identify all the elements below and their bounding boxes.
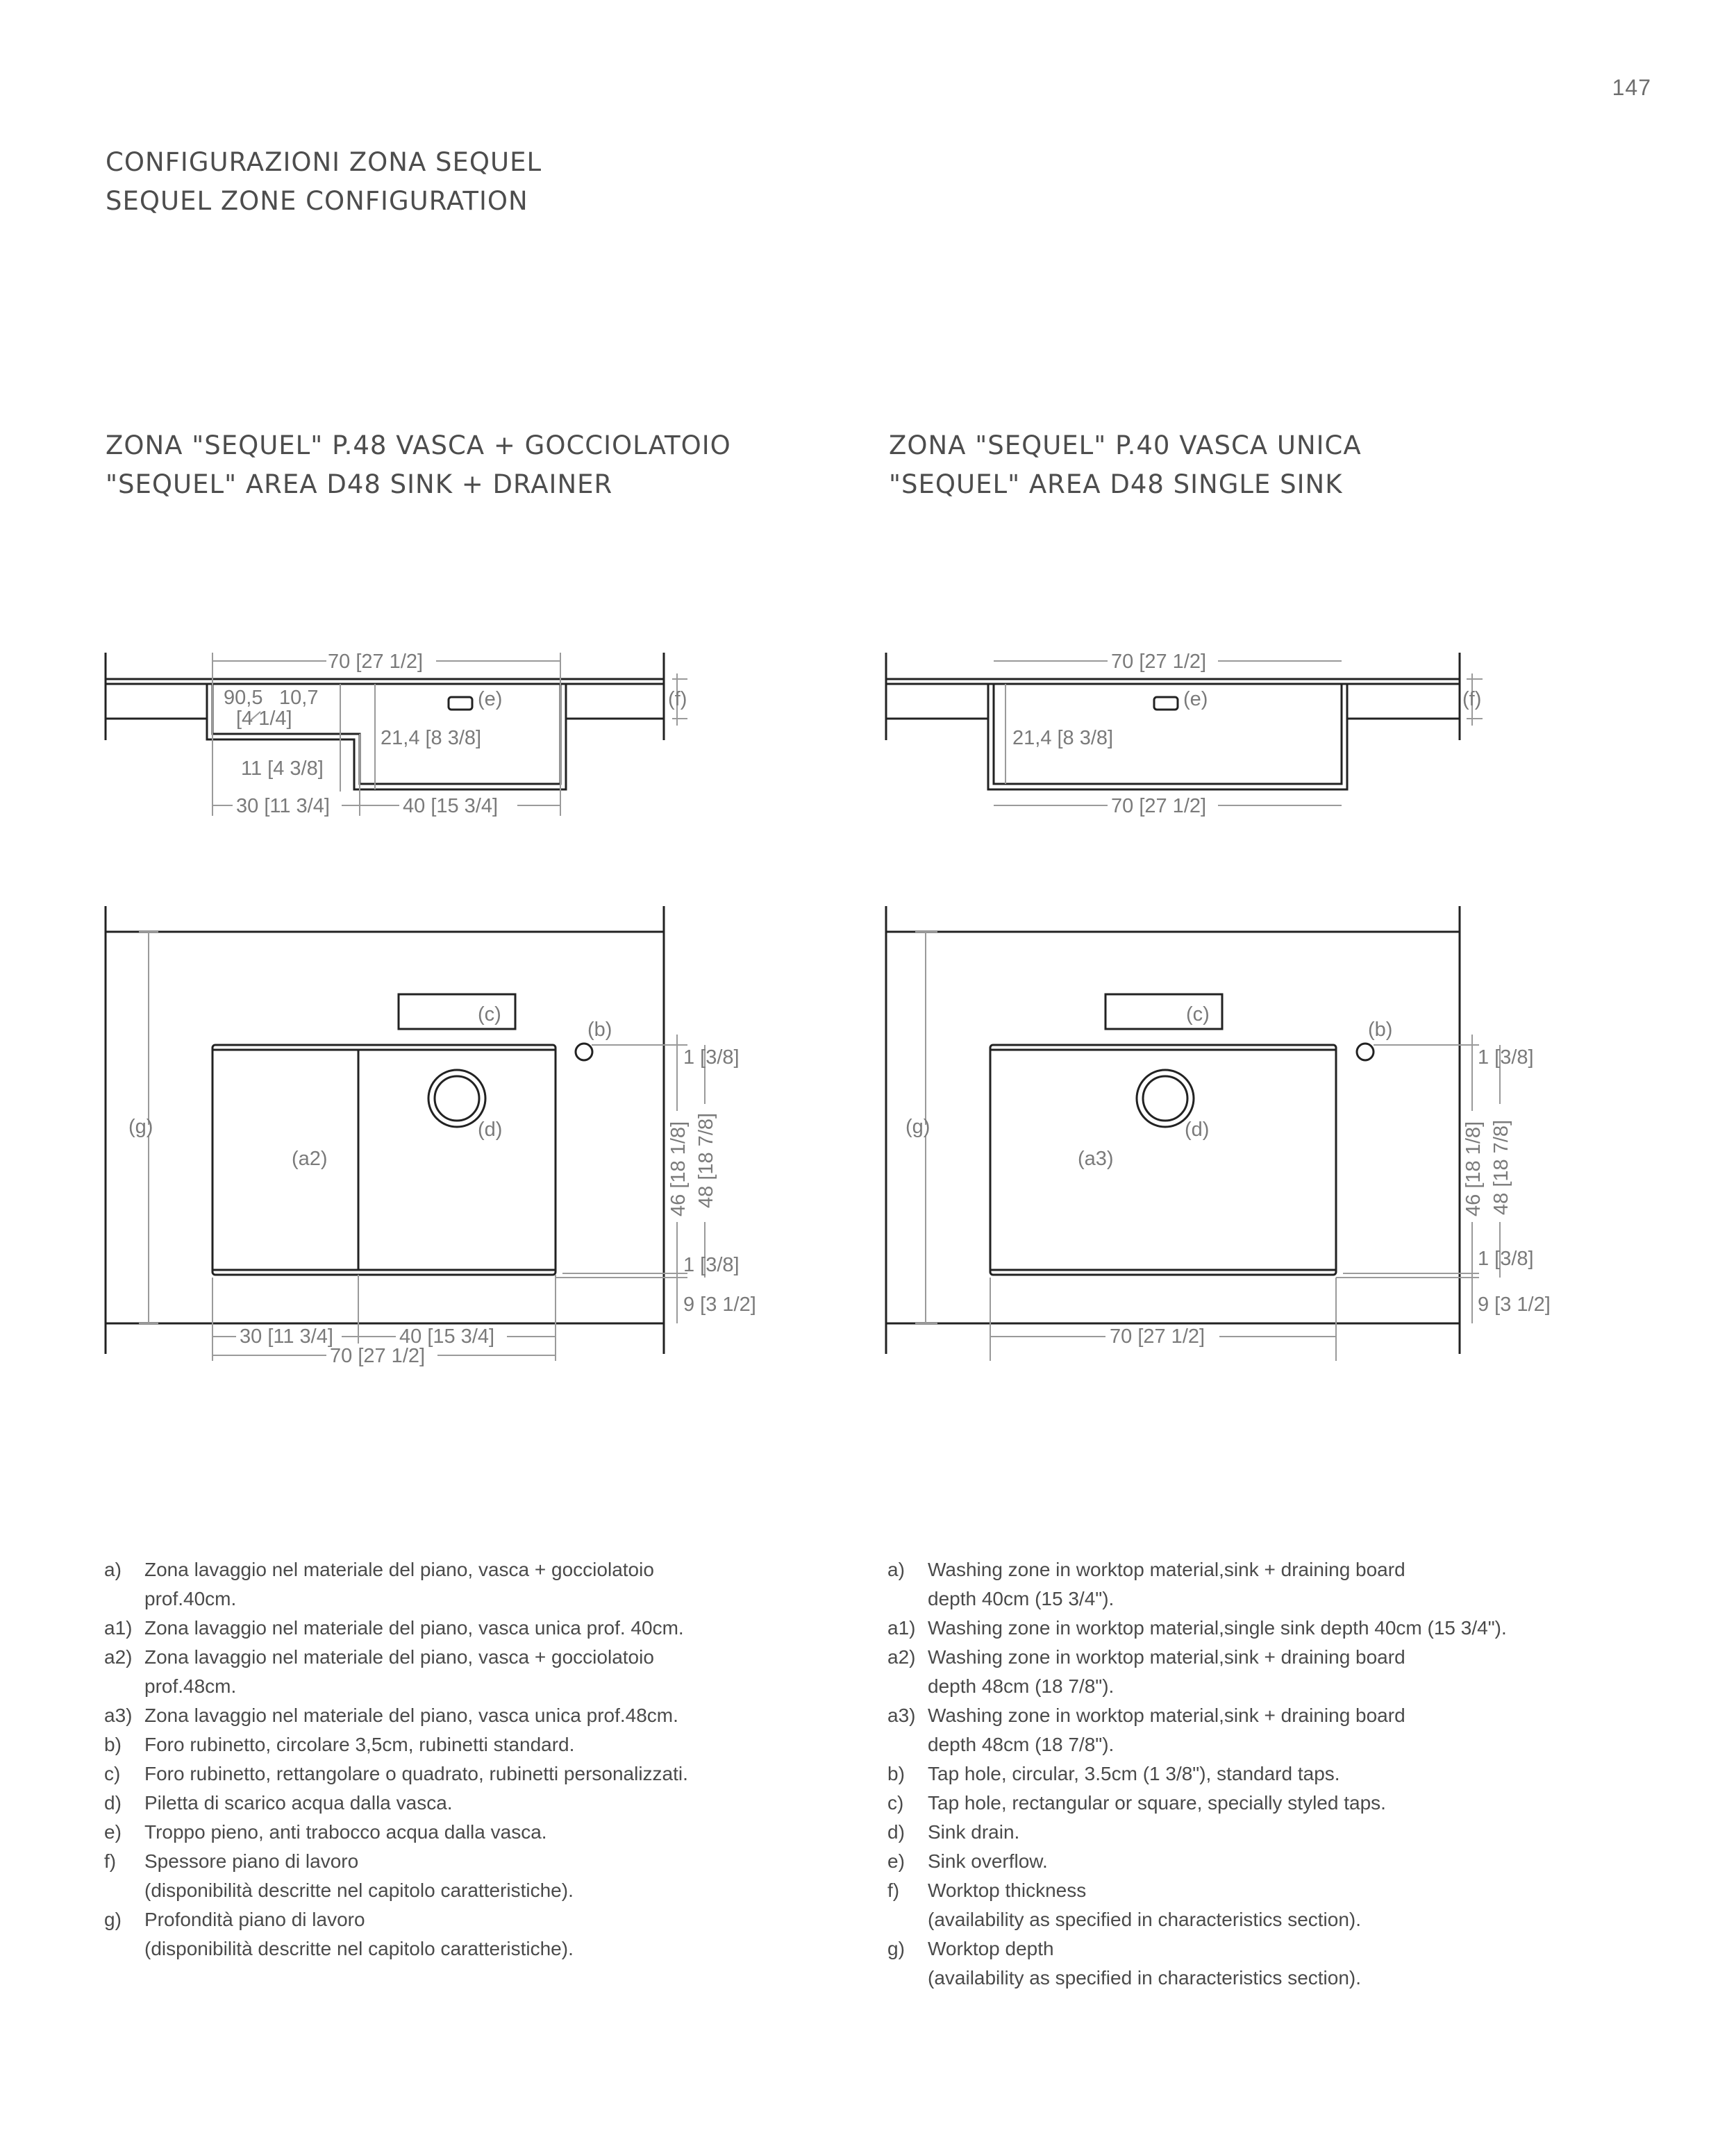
right-plan-width-total: 70 [27 1/2]: [1110, 1325, 1205, 1348]
legend-item: [104, 1730, 854, 1759]
left-section-width-b: 40 [15 3/4]: [403, 795, 499, 817]
left-plan-tap-round-label: (b): [587, 1019, 612, 1041]
legend-key: a2): [887, 1646, 916, 1668]
legend-line: Sink overflow.: [928, 1850, 1048, 1872]
page-number: 147: [1612, 75, 1651, 100]
legend-line: Worktop depth: [928, 1938, 1054, 1959]
legend-item: [104, 1905, 854, 1964]
left-plan-zone-label: (a2): [292, 1148, 328, 1170]
left-heading-english: "SEQUEL" AREA D48 SINK + DRAINER: [106, 469, 613, 499]
legend-key: e): [104, 1821, 122, 1843]
legend-key: a3): [104, 1705, 133, 1726]
left-section-thickness-label: (f): [668, 688, 687, 710]
legend-line: Washing zone in worktop material,sink + draining board: [928, 1705, 1405, 1726]
legend-line: prof.48cm.: [144, 1675, 237, 1697]
legend-key: c): [887, 1792, 904, 1814]
legend-key: a3): [887, 1705, 916, 1726]
legend-text: [928, 1759, 1665, 1789]
left-cross-section: [106, 651, 687, 817]
legend-line: Piletta di scarico acqua dalla vasca.: [144, 1792, 453, 1814]
legend-key: b): [104, 1734, 122, 1755]
legend-line: Spessore piano di lavoro: [144, 1850, 359, 1872]
right-plan-tap-round-label: (b): [1368, 1019, 1393, 1041]
legend-line: Worktop thickness: [928, 1880, 1087, 1901]
legend-item: [887, 1701, 1665, 1759]
title-english: SEQUEL ZONE CONFIGURATION: [106, 186, 528, 216]
left-section-drainer-depth: 11 [4 3/8]: [241, 758, 324, 780]
legend-key: a1): [104, 1617, 133, 1639]
legend-line: Zona lavaggio nel materiale del piano, vasca + gocciolatoio: [144, 1559, 654, 1580]
legend-text: [144, 1643, 854, 1701]
legend-line: Foro rubinetto, rettangolare o quadrato, rubinetti personalizzati.: [144, 1763, 688, 1784]
right-cross-section: [886, 651, 1483, 817]
left-section-drainer-c: [4 1/4]: [236, 708, 292, 730]
legend-text: [144, 1847, 854, 1905]
legend-item: [104, 1818, 854, 1847]
legend-line: Zona lavaggio nel materiale del piano, vasca unica prof.48cm.: [144, 1705, 678, 1726]
left-plan-dim-bottom: 1 [3/8]: [683, 1254, 740, 1276]
right-section-sink-depth: 21,4 [8 3/8]: [1012, 727, 1114, 749]
right-plan-dim-outer: 48 [18 7/8]: [1490, 1119, 1512, 1215]
legend-line: Troppo pieno, anti trabocco acqua dalla vasca.: [144, 1821, 547, 1843]
legend-text: [928, 1789, 1665, 1818]
legend-item: [104, 1789, 854, 1818]
legend-item: [887, 1759, 1665, 1789]
legend-key: c): [104, 1763, 121, 1784]
legend-text: [928, 1818, 1665, 1847]
legend-key: d): [104, 1792, 122, 1814]
legend-line: Tap hole, circular, 3.5cm (1 3/8"), standard taps.: [928, 1763, 1340, 1784]
right-plan-dim-front: 9 [3 1/2]: [1478, 1294, 1551, 1316]
legend-key: b): [887, 1763, 905, 1784]
left-section-sink-depth: 21,4 [8 3/8]: [381, 727, 482, 749]
legend-text: [144, 1701, 854, 1730]
legend-item: [887, 1934, 1665, 1993]
right-plan-tap-rect-label: (c): [1186, 1003, 1210, 1026]
legend-line: (disponibilità descritte nel capitolo caratteristiche).: [144, 1938, 574, 1959]
legend-key: a): [104, 1559, 122, 1580]
legend-text: [928, 1643, 1665, 1701]
legend-text: [928, 1614, 1665, 1643]
right-heading-english: "SEQUEL" AREA D48 SINGLE SINK: [889, 469, 1343, 499]
legend-item: [887, 1555, 1665, 1614]
legend-key: f): [104, 1850, 117, 1872]
legend-line: Washing zone in worktop material,single sink depth 40cm (15 3/4").: [928, 1617, 1507, 1639]
legend-item: [104, 1759, 854, 1789]
left-plan-dim-inner: 46 [18 1/8]: [667, 1121, 690, 1216]
legend-text: [144, 1730, 854, 1759]
legend-key: g): [887, 1938, 905, 1959]
legend-key: a): [887, 1559, 905, 1580]
left-plan-view: [106, 906, 756, 1367]
legend-text: [144, 1759, 854, 1789]
legend-key: d): [887, 1821, 905, 1843]
left-heading-italian: ZONA "SEQUEL" P.48 VASCA + GOCCIOLATOIO: [106, 430, 731, 460]
right-plan-depth-label: (g): [905, 1116, 930, 1138]
left-plan-dim-front: 9 [3 1/2]: [683, 1294, 756, 1316]
legend-item: [887, 1643, 1665, 1701]
legend-key: g): [104, 1909, 122, 1930]
left-plan-drain-label: (d): [478, 1119, 503, 1141]
left-section-width-a: 30 [11 3/4]: [236, 795, 330, 817]
right-plan-dim-inner: 46 [18 1/8]: [1462, 1121, 1485, 1216]
legend-italian: [104, 1555, 854, 1964]
legend-item: [104, 1847, 854, 1905]
left-section-top-width: 70 [27 1/2]: [328, 651, 424, 673]
legend-line: (availability as specified in characteristics section).: [928, 1909, 1362, 1930]
right-section-top-width: 70 [27 1/2]: [1111, 651, 1207, 673]
legend-line: Profondità piano di lavoro: [144, 1909, 365, 1930]
legend-item: [104, 1614, 854, 1643]
right-heading-italian: ZONA "SEQUEL" P.40 VASCA UNICA: [889, 430, 1362, 460]
legend-text: [928, 1701, 1665, 1759]
left-section-overflow-label: (e): [478, 688, 503, 710]
legend-line: Washing zone in worktop material,sink + draining board: [928, 1559, 1405, 1580]
right-section-bottom-width: 70 [27 1/2]: [1111, 795, 1207, 817]
legend-line: (availability as specified in characteristics section).: [928, 1967, 1362, 1989]
left-plan-depth-label: (g): [128, 1116, 153, 1138]
legend-item: [887, 1818, 1665, 1847]
legend-text: [144, 1818, 854, 1847]
left-section-drainer-a: 90,5: [224, 687, 263, 709]
legend-key: a1): [887, 1617, 916, 1639]
legend-key: e): [887, 1850, 905, 1872]
legend-line: (disponibilità descritte nel capitolo caratteristiche).: [144, 1880, 574, 1901]
right-section-overflow-label: (e): [1183, 688, 1208, 710]
legend-text: [928, 1876, 1665, 1934]
legend-item: [104, 1555, 854, 1614]
legend-english: [887, 1555, 1665, 1993]
left-plan-width-total: 70 [27 1/2]: [330, 1345, 426, 1367]
legend-line: Zona lavaggio nel materiale del piano, vasca unica prof. 40cm.: [144, 1617, 684, 1639]
legend-item: [887, 1614, 1665, 1643]
legend-text: [144, 1905, 854, 1964]
legend-line: Tap hole, rectangular or square, specially styled taps.: [928, 1792, 1386, 1814]
right-section-thickness-label: (f): [1462, 688, 1482, 710]
legend-line: Washing zone in worktop material,sink + draining board: [928, 1646, 1405, 1668]
legend-text: [928, 1847, 1665, 1876]
legend-text: [144, 1614, 854, 1643]
legend-line: depth 48cm (18 7/8").: [928, 1734, 1115, 1755]
left-plan-tap-rect-label: (c): [478, 1003, 501, 1026]
legend-key: a2): [104, 1646, 133, 1668]
right-plan-dim-top: 1 [3/8]: [1478, 1046, 1534, 1069]
legend-line: prof.40cm.: [144, 1588, 237, 1609]
legend-item: [104, 1643, 854, 1701]
left-plan-dim-top: 1 [3/8]: [683, 1046, 740, 1069]
legend-item: [887, 1876, 1665, 1934]
legend-text: [144, 1789, 854, 1818]
legend-text: [928, 1555, 1665, 1614]
legend-item: [104, 1701, 854, 1730]
right-plan-view: [886, 906, 1551, 1361]
legend-line: Foro rubinetto, circolare 3,5cm, rubinetti standard.: [144, 1734, 575, 1755]
legend-text: [144, 1555, 854, 1614]
legend-item: [887, 1847, 1665, 1876]
title-italian: CONFIGURAZIONI ZONA SEQUEL: [106, 147, 542, 177]
left-plan-width-a: 30 [11 3/4]: [240, 1325, 333, 1348]
left-plan-width-b: 40 [15 3/4]: [399, 1325, 495, 1348]
legend-line: depth 40cm (15 3/4").: [928, 1588, 1115, 1609]
right-plan-drain-label: (d): [1185, 1119, 1210, 1141]
right-plan-zone-label: (a3): [1078, 1148, 1114, 1170]
legend-line: Sink drain.: [928, 1821, 1020, 1843]
left-plan-dim-outer: 48 [18 7/8]: [695, 1112, 717, 1208]
legend-key: f): [887, 1880, 900, 1901]
right-plan-dim-bottom: 1 [3/8]: [1478, 1248, 1534, 1270]
left-section-drainer-b: 10,7: [279, 687, 319, 709]
legend-line: depth 48cm (18 7/8").: [928, 1675, 1115, 1697]
legend-item: [887, 1789, 1665, 1818]
legend-text: [928, 1934, 1665, 1993]
legend-line: Zona lavaggio nel materiale del piano, vasca + gocciolatoio: [144, 1646, 654, 1668]
